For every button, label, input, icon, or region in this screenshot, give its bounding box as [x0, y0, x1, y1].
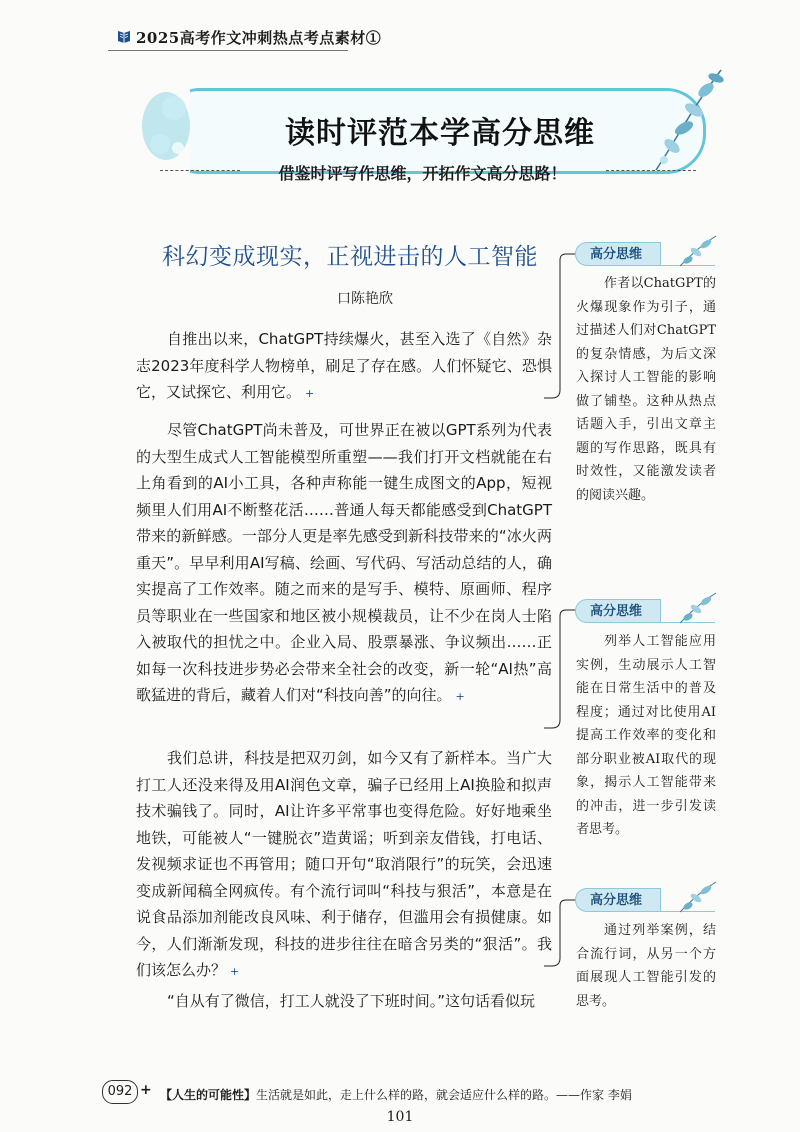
banner-title: 读时评范本学高分思维 [285, 116, 595, 151]
article-paragraph [136, 988, 552, 1015]
annotation-marker-icon: + [230, 965, 238, 978]
leaf-sprig-icon [676, 232, 722, 268]
article-paragraph [136, 326, 552, 408]
watercolor-bubbles-decoration [134, 86, 194, 176]
article-author: 口陈艳欣 [337, 291, 393, 307]
note-text: 通过列举案例，结合流行词，从另一个方面展现人工智能引发的思考。 [576, 923, 716, 1009]
paragraph-text: 自推出以来，ChatGPT持续爆火，甚至入选了《自然》杂志2023年度科学人物榜单，刷足了存在感。人们怀疑它、恐惧它，又试探它、利用它。 [136, 330, 552, 401]
annotation-marker-icon: + [305, 387, 313, 400]
page-label-badge: 092 [102, 1080, 138, 1104]
note-label-badge: 高分思维 [575, 888, 661, 912]
page-number: 101 [386, 1109, 414, 1125]
paragraph-text: 尽管ChatGPT尚未普及，可世界正在被以GPT系列为代表的大型生成式人工智能模型所重塑——我们打开文档就能在右上角看到的AI小工具，各种声称能一键生成图文的App，短视频里人们用AI不断整花活……普通人每天都能感受到ChatGPT带来的新鲜感。一部分人更是率先感受到新科技带来的“冰火两重天”。早早利用AI写稿、绘画、写代码、写活动总结的人，确实提高了工作效率。随之而来的是写手、模特、原画师、程序员等职业在一些国家和地区被小规模裁员，让不少在岗人士陷入被取代的担忧之中。企业入局、股票暴涨、争议频出……正如每一次科技进步势必会带来全社会的改变，新一轮“AI热”高歌猛进的背后，藏着人们对“科技向善”的向往。 [136, 421, 552, 704]
quote-body: 生活就是如此，走上什么样的路，就会适应什么样的路。——作家 李娟 [256, 1088, 632, 1102]
note-text: 作者以ChatGPT的火爆现象作为引子，通过描述人们对ChatGPT的复杂情感，为后文深入探讨人工智能的影响做了铺垫。这种从热点话题入手，引出文章主题的写作思路，既具有时效性，又能激发读者的阅读兴趣。 [576, 276, 716, 503]
quote-heading: 【人生的可能性】 [160, 1088, 257, 1102]
note-label-badge: 高分思维 [575, 242, 661, 266]
annotation-marker-icon: + [455, 690, 463, 703]
leaf-sprig-icon [676, 589, 722, 625]
header-rule [108, 50, 348, 51]
subtitle-dash-left [160, 170, 240, 171]
note-text: 列举人工智能应用实例，生动展示人工智能在日常生活中的普及程度；通过对比使用AI提高工作效率的变化和部分职业被AI取代的现象，揭示人工智能带来的冲击，进一步引发读者思考。 [576, 634, 716, 837]
note-label-badge: 高分思维 [575, 599, 661, 623]
paragraph-text: “自从有了微信，打工人就没了下班时间。”这句话看似玩 [167, 992, 536, 1010]
plus-icon: + [140, 1082, 152, 1098]
subtitle-dash-right [606, 170, 696, 171]
leaf-sprig-icon [676, 878, 722, 914]
article-paragraph [136, 417, 552, 711]
leaf-branch-decoration [636, 60, 736, 180]
footer-quote [160, 1086, 632, 1103]
header-title: 2025高考作文冲刺热点考点素材① [136, 29, 382, 47]
book-logo-icon [116, 28, 132, 44]
article-title: 科幻变成现实，正视进击的人工智能 [162, 244, 538, 270]
paragraph-text: 我们总讲，科技是把双刃剑，如今又有了新样本。当广大打工人还没来得及用AI润色文章，骗子已经用上AI换脸和拟声技术骗钱了。同时，AI让许多平常事也变得危险。好好地乘坐地铁，可能被人“一键脱衣”造黄谣；听到亲友借钱，打电话、发视频求证也不再管用；随口开句“取消限行”的玩笑，会迅速变成新闻稿全网疯传。有个流行词叫“科技与狠活”，本意是在说食品添加剂能改良风味、利于储存，但滥用会有损健康。如今，人们渐渐发现，科技的进步往往在暗含另类的“狠活”。我们该怎么办？ [136, 749, 552, 979]
banner-subtitle: 借鉴时评写作思维，开拓作文高分思路！ [278, 164, 567, 183]
article-paragraph [136, 745, 552, 986]
